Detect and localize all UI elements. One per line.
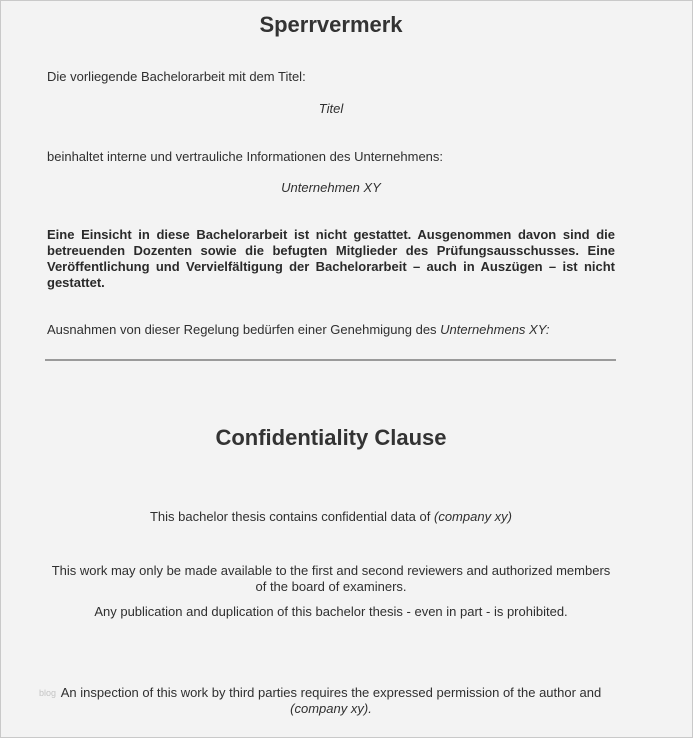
intro-text: Die vorliegende Bachelorarbeit mit dem Titel: bbox=[47, 69, 306, 84]
contains-text: beinhaltet interne und vertrauliche Informationen des Unternehmens: bbox=[47, 149, 444, 164]
exception-company: Unternehmens XY: bbox=[440, 322, 550, 337]
exception-text: Ausnahmen von dieser Regelung bedürfen einer Genehmigung des bbox=[47, 322, 441, 337]
sperrvermerk-title: Sperrvermerk bbox=[259, 12, 403, 37]
inspection-text: An inspection of this work by third parties requires the expressed permission of the author and bbox=[60, 685, 602, 700]
confidential-data-company: (company xy) bbox=[433, 509, 513, 524]
watermark-logo: blog bbox=[39, 688, 57, 698]
confidential-data-text: This bachelor thesis contains confidential data of bbox=[149, 509, 434, 524]
confidential-data-line bbox=[40, 509, 622, 525]
availability-paragraph: This work may only be made available to the first and second reviewers and authorized members of the board of examiners. bbox=[51, 563, 611, 594]
publication-line: Any publication and duplication of this bachelor thesis - even in part - is prohibited. bbox=[94, 604, 568, 619]
inspection-paragraph bbox=[40, 685, 622, 717]
confidentiality-title: Confidentiality Clause bbox=[215, 425, 447, 450]
company-name: Unternehmen XY bbox=[281, 180, 381, 195]
inspection-company: (company xy). bbox=[290, 701, 372, 716]
restriction-paragraph: Eine Einsicht in diese Bachelorarbeit ist nicht gestattet. Ausgenommen davon sind die betreuenden Dozenten sowie die befugten Mitglieder des Prüfungsausschusses. Eine Veröffentlichung und Vervielfältigung der Bachelorarbeit – auch in Auszügen – ist nicht gestattet. bbox=[47, 227, 615, 290]
exception-line bbox=[47, 322, 637, 338]
section-divider bbox=[45, 359, 616, 361]
thesis-title: Titel bbox=[318, 101, 344, 116]
